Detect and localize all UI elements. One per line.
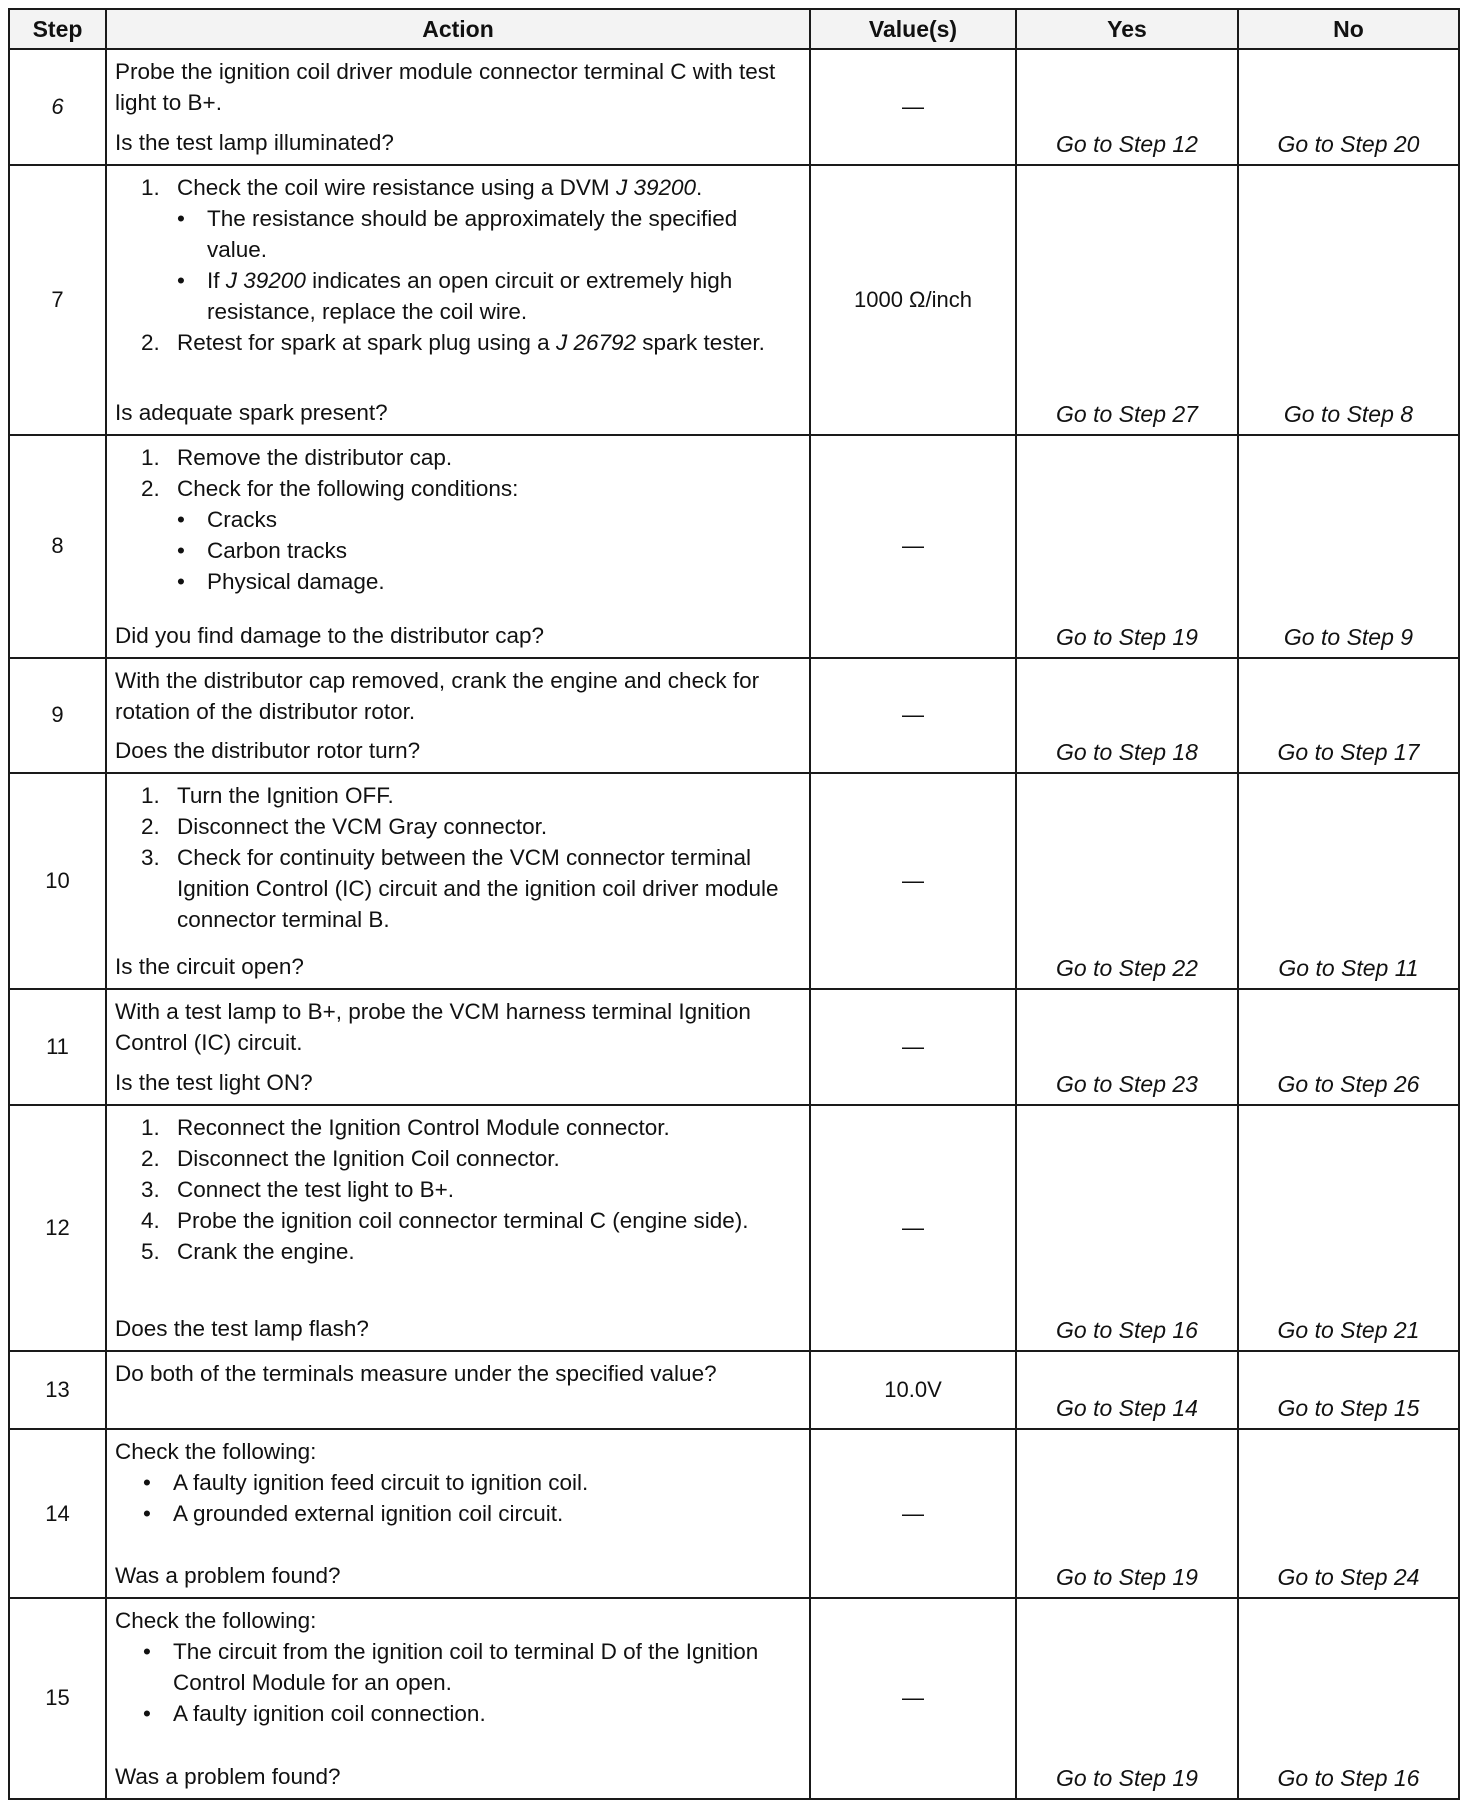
step-number: 15 <box>9 1598 106 1799</box>
list-item: 1. Turn the Ignition OFF. <box>141 783 394 809</box>
list-item: • If J 39200 indicates an open circuit or extremely high resistance, replace the coil wire. <box>177 267 733 324</box>
step-number: 6 <box>9 49 106 165</box>
value-cell: — <box>810 49 1016 165</box>
value-cell: 1000 Ω/inch <box>810 165 1016 435</box>
table-row <box>9 1105 1459 1351</box>
header-row <box>9 9 1459 49</box>
action-question: Was a problem found? <box>115 1764 341 1789</box>
action-cell <box>106 435 810 658</box>
no-link[interactable]: Go to Step 11 <box>1238 773 1459 989</box>
action-question: Does the distributor rotor turn? <box>115 738 421 764</box>
step-number: 14 <box>9 1429 106 1598</box>
yes-link[interactable]: Go to Step 19 <box>1016 435 1238 658</box>
list-item: 4. Probe the ignition coil connector terminal C (engine side). <box>141 1208 749 1234</box>
action-cell <box>106 1429 810 1598</box>
no-link[interactable]: Go to Step 24 <box>1238 1429 1459 1598</box>
header-action: Action <box>106 9 810 49</box>
list-item: 3. Check for continuity between the VCM connector terminal Ignition Control (IC) circuit and the ignition coil driver module connector terminal B. <box>141 845 779 933</box>
list-item: 5. Crank the engine. <box>141 1239 355 1265</box>
action-cell <box>106 1105 810 1351</box>
yes-link[interactable]: Go to Step 19 <box>1016 1598 1238 1799</box>
list-item: 2. Disconnect the VCM Gray connector. <box>141 814 548 840</box>
no-link[interactable]: Go to Step 26 <box>1238 989 1459 1105</box>
no-link[interactable]: Go to Step 9 <box>1238 435 1459 658</box>
list-item: 2. Check for the following conditions: <box>141 475 519 501</box>
value-cell: — <box>810 658 1016 774</box>
list-item: • The circuit from the ignition coil to terminal D of the Ignition Control Module for an open. <box>143 1638 759 1695</box>
list-item: 1. Check the coil wire resistance using a DVM J 39200. <box>141 174 703 200</box>
action-instruction: Probe the ignition coil driver module connector terminal C with test light to B+. <box>115 59 776 115</box>
no-link[interactable]: Go to Step 21 <box>1238 1105 1459 1351</box>
yes-link[interactable]: Go to Step 14 <box>1016 1351 1238 1429</box>
list-item: • A faulty ignition coil connection. <box>143 1700 486 1726</box>
action-cell <box>106 1351 810 1429</box>
value-cell: 10.0V <box>810 1351 1016 1429</box>
table-row <box>9 435 1459 658</box>
action-question: Is adequate spark present? <box>115 399 388 425</box>
step-number: 8 <box>9 435 106 658</box>
step-number: 9 <box>9 658 106 774</box>
tool-reference: J 39200 <box>225 267 306 293</box>
step-number: 7 <box>9 165 106 435</box>
table-row <box>9 165 1459 435</box>
step-number: 11 <box>9 989 106 1105</box>
header-no: No <box>1238 9 1459 49</box>
diagnostic-table <box>8 8 1460 1800</box>
list-item: • A faulty ignition feed circuit to ignition coil. <box>143 1470 589 1496</box>
action-question: Is the test lamp illuminated? <box>115 129 394 155</box>
yes-link[interactable]: Go to Step 19 <box>1016 1429 1238 1598</box>
table-row <box>9 989 1459 1105</box>
no-link[interactable]: Go to Step 15 <box>1238 1351 1459 1429</box>
list-item: 1. Remove the distributor cap. <box>141 444 453 470</box>
action-instruction: With a test lamp to B+, probe the VCM harness terminal Ignition Control (IC) circuit. <box>115 999 751 1056</box>
action-cell <box>106 1598 810 1799</box>
tool-reference: J 26792 <box>555 329 637 355</box>
action-question: Is the circuit open? <box>115 954 304 980</box>
action-question: Do both of the terminals measure under the specified value? <box>115 1361 717 1387</box>
no-link[interactable]: Go to Step 17 <box>1238 658 1459 774</box>
list-item: • Carbon tracks <box>177 537 348 563</box>
header-yes: Yes <box>1016 9 1238 49</box>
yes-link[interactable]: Go to Step 18 <box>1016 658 1238 774</box>
list-item: 2. Disconnect the Ignition Coil connector. <box>141 1146 560 1172</box>
action-cell <box>106 989 810 1105</box>
list-item: • Cracks <box>177 506 278 532</box>
no-link[interactable]: Go to Step 8 <box>1238 165 1459 435</box>
action-cell <box>106 773 810 989</box>
action-instruction: With the distributor cap removed, crank the engine and check for rotation of the distributor rotor. <box>115 667 760 724</box>
header-step: Step <box>9 9 106 49</box>
table-row <box>9 1598 1459 1799</box>
table-row <box>9 658 1459 774</box>
step-number: 13 <box>9 1351 106 1429</box>
action-instruction: Check the following: <box>115 1607 317 1633</box>
list-item: 2. Retest for spark at spark plug using a J 26792 spark tester. <box>141 329 765 355</box>
yes-link[interactable]: Go to Step 23 <box>1016 989 1238 1105</box>
action-cell <box>106 49 810 165</box>
table-row <box>9 1429 1459 1598</box>
list-item: • Physical damage. <box>177 568 385 594</box>
tool-reference: J 39200 <box>615 174 697 200</box>
no-link[interactable]: Go to Step 20 <box>1238 49 1459 165</box>
yes-link[interactable]: Go to Step 12 <box>1016 49 1238 165</box>
action-question: Was a problem found? <box>115 1562 341 1588</box>
yes-link[interactable]: Go to Step 27 <box>1016 165 1238 435</box>
value-cell: — <box>810 989 1016 1105</box>
step-number: 10 <box>9 773 106 989</box>
action-instruction: Check the following: <box>115 1439 317 1465</box>
action-cell <box>106 165 810 435</box>
action-question: Does the test lamp flash? <box>115 1316 369 1342</box>
value-cell: — <box>810 1105 1016 1351</box>
value-cell: — <box>810 773 1016 989</box>
action-question: Did you find damage to the distributor cap? <box>115 622 545 648</box>
list-item: 3. Connect the test light to B+. <box>141 1177 455 1203</box>
header-values: Value(s) <box>810 9 1016 49</box>
list-item: • The resistance should be approximately the specified value. <box>177 205 738 262</box>
yes-link[interactable]: Go to Step 16 <box>1016 1105 1238 1351</box>
no-link[interactable]: Go to Step 16 <box>1238 1598 1459 1799</box>
table-row <box>9 773 1459 989</box>
action-cell <box>106 658 810 774</box>
value-cell: — <box>810 1429 1016 1598</box>
list-item: • A grounded external ignition coil circuit. <box>143 1501 564 1527</box>
diagnostic-table-page <box>8 8 1458 1800</box>
action-question: Is the test light ON? <box>115 1070 313 1096</box>
table-row <box>9 49 1459 165</box>
yes-link[interactable]: Go to Step 22 <box>1016 773 1238 989</box>
value-cell: — <box>810 1598 1016 1799</box>
value-cell: — <box>810 435 1016 658</box>
step-number: 12 <box>9 1105 106 1351</box>
table-row <box>9 1351 1459 1429</box>
list-item: 1. Reconnect the Ignition Control Module connector. <box>141 1115 670 1141</box>
